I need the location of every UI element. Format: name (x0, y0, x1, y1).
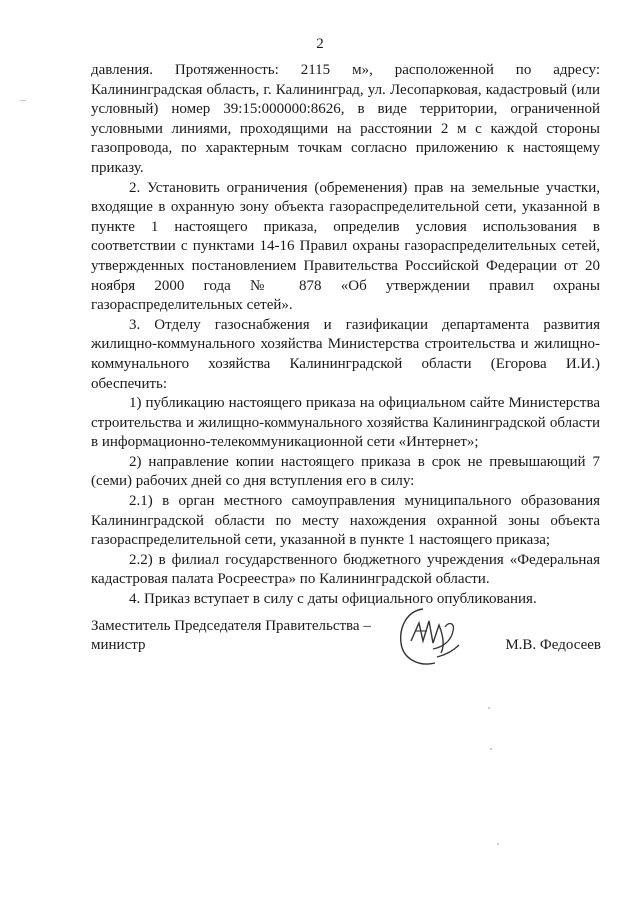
paragraph-3-item-2-1: 2.1) в орган местного самоуправления муниципального образования Калининградской области по месту нахождения охранной зоны объекта газораспределительной сети, указанной в пункте 1 настоящего приказа; (91, 493, 600, 549)
paragraph-1-continuation: давления. Протяженность: 2115 м», расположенной по адресу: Калининградская область, г. Калининград, ул. Лесопарковая, кадастровый (или условный) номер 39:15:000000:8626, в виде территории, ограниченной условными линиями, проходящими на расстоянии 2 м с каждой стороны газопровода, по характерным точкам согласно приложению к настоящему приказу. (91, 62, 600, 176)
paragraph-3-item-1: 1) публикацию настоящего приказа на официальном сайте Министерства строительства и жилищно-коммунального хозяйства Калининградской области в информационно-телекоммуникационной сети «Интернет»; (91, 395, 600, 451)
page-number: 2 (316, 36, 324, 52)
scan-dot (490, 748, 492, 750)
paragraph-4: 4. Приказ вступает в силу с даты официального опубликования. (129, 591, 537, 608)
signatory-name: М.В. Федосеев (505, 637, 601, 653)
handwritten-signature (393, 601, 471, 673)
paragraph-2: 2. Установить ограничения (обременения) прав на земельные участки, входящие в охранную зону объекта газораспределительной сети, указанной в пункте 1 настоящего приказа, определив условия использования в соответствии с пунктами 14-16 Правил охраны газораспределительных сетей, утвержденных постановлением Правительства Российской Федерации от 20 ноября 2000 года № 878 «Об утверждении правил охраны газораспределительных сетей». (91, 179, 600, 314)
scan-dot (488, 707, 490, 709)
paragraph-3-item-2-2: 2.2) в филиал государственного бюджетного учреждения «Федеральная кадастровая палата Росреестра» по Калининградской области. (91, 551, 600, 588)
document-body (91, 61, 600, 610)
paragraph-3-item-2: 2) направление копии настоящего приказа в срок не превышающий 7 (семи) рабочих дней со дня вступления его в силу: (91, 453, 600, 490)
scan-dot (497, 843, 499, 845)
margin-mark (20, 100, 26, 101)
signature-block (91, 617, 601, 687)
paragraph-3: 3. Отделу газоснабжения и газификации департамента развития жилищно-коммунального хозяйства Министерства строительства и жилищно-коммунального хозяйства Калининградской области (Егорова И.И.) обеспечить: (91, 316, 600, 392)
signatory-position: Заместитель Председателя Правительства – министр (91, 618, 371, 653)
